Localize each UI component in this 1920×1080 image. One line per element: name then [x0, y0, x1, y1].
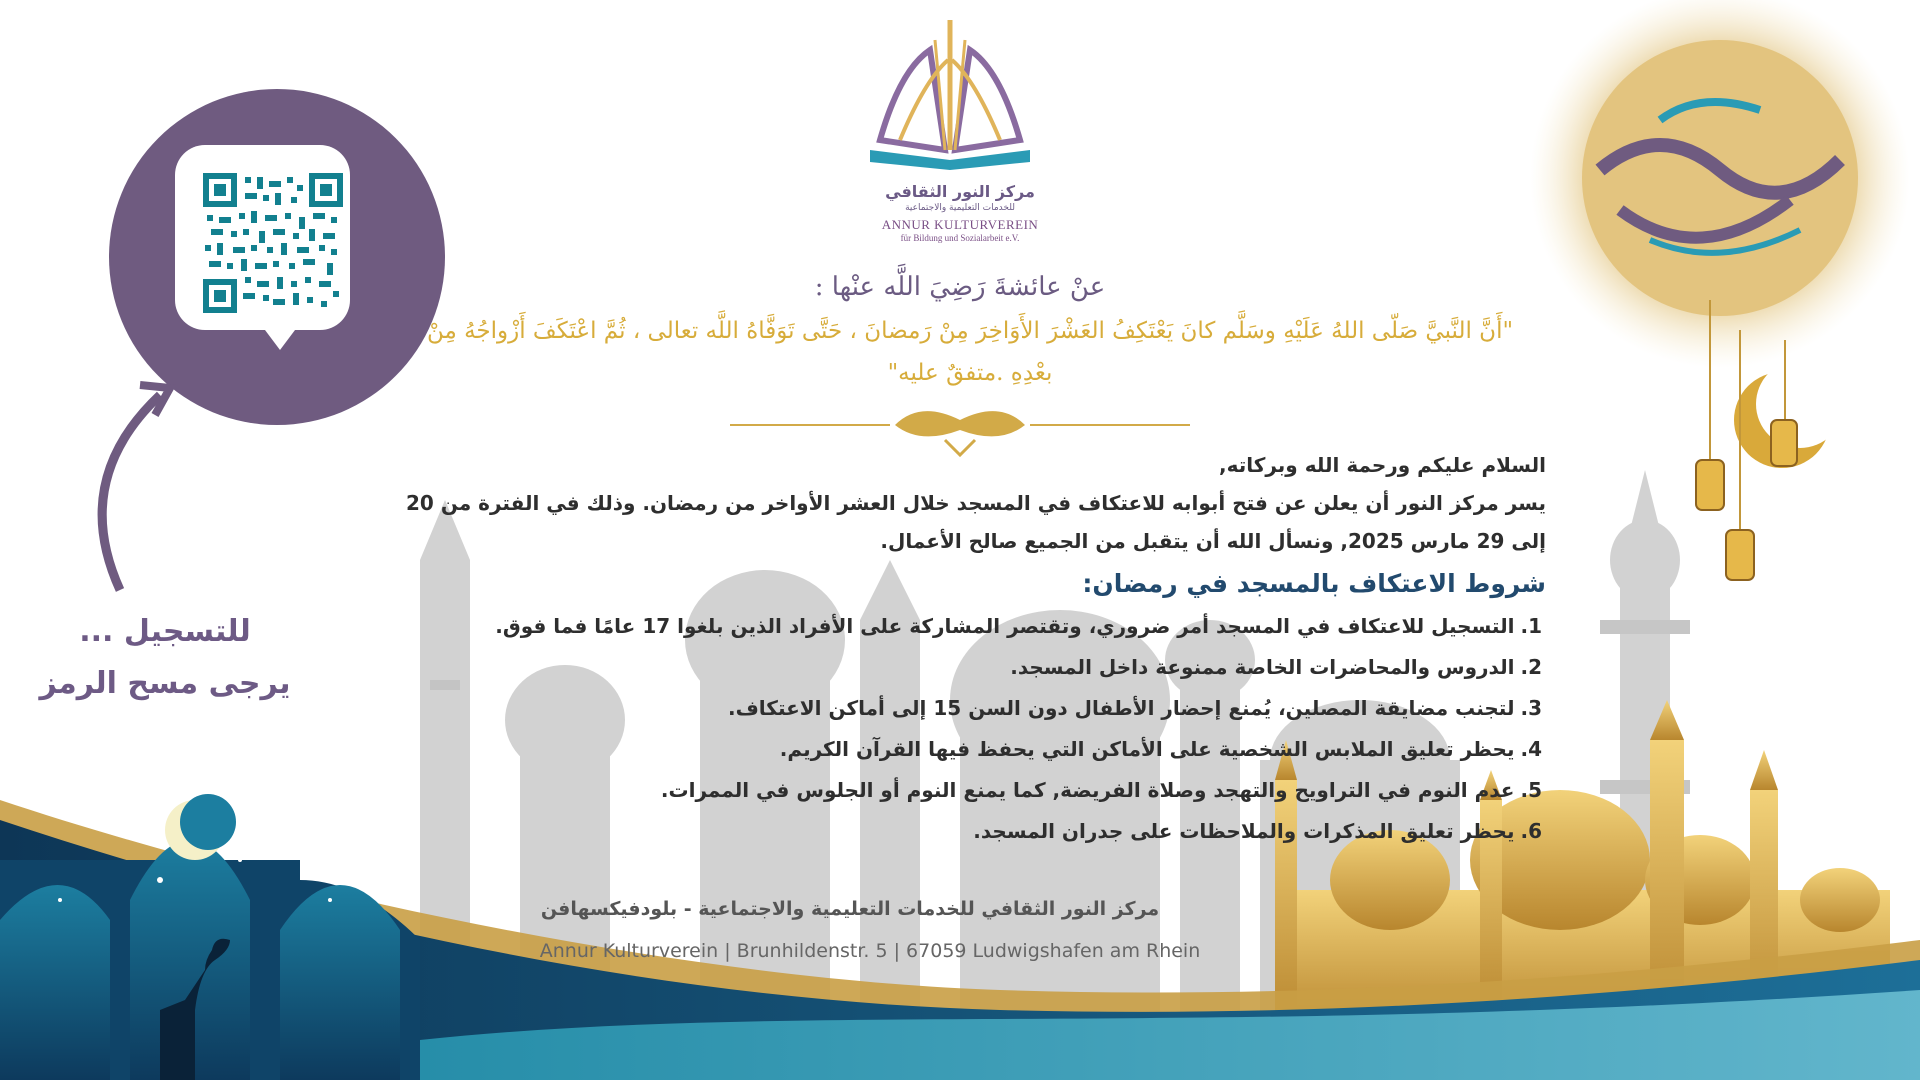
footer-arabic: مركز النور الثقافي للخدمات التعليمية والاجتماعية - بلودفيكسهافن	[540, 898, 1160, 920]
condition-text: التسجيل للاعتكاف في المسجد أمر ضروري، وتقتصر المشاركة على الأفراد الذين بلغوا 17 عامًا فما فوق.	[495, 614, 1515, 638]
condition-number: 1.	[1520, 614, 1542, 638]
condition-item	[400, 729, 1546, 770]
condition-text: يحظر تعليق الملابس الشخصية على الأماكن التي يحفظ فيها القرآن الكريم.	[779, 737, 1515, 761]
condition-text: الدروس والمحاضرات الخاصة ممنوعة داخل المسجد.	[1010, 655, 1515, 679]
condition-item	[400, 811, 1546, 852]
logo-book-icon	[870, 20, 1030, 170]
conditions-title: شروط الاعتكاف بالمسجد في رمضان:	[1082, 569, 1546, 598]
condition-text: عدم النوم في التراويح والتهجد وصلاة الفريضة, كما يمنع النوم أو الجلوس في الممرات.	[660, 778, 1515, 802]
org-logo	[860, 182, 1060, 243]
announcement-body	[400, 446, 1546, 852]
condition-number: 3.	[1520, 696, 1542, 720]
logo-german-sub: für Bildung und Sozialarbeit e.V.	[900, 233, 1020, 243]
logo-german-name: ANNUR KULTURVEREIN	[881, 217, 1039, 232]
condition-number: 4.	[1520, 737, 1542, 761]
registration-prompt	[20, 606, 310, 710]
condition-item	[400, 688, 1546, 729]
conditions-list	[400, 606, 1546, 852]
condition-number: 2.	[1520, 655, 1542, 679]
arrow-icon	[102, 385, 170, 590]
condition-item	[400, 606, 1546, 647]
greeting: السلام عليكم ورحمة الله وبركاته,	[1218, 453, 1546, 477]
qr-code[interactable]	[203, 173, 343, 313]
registration-line1: للتسجيل ...	[79, 614, 251, 649]
condition-number: 6.	[1520, 819, 1542, 843]
hadith-text: "أَنَّ النَّبيَّ صَلّى اللهُ عَلَيْهِ وسَلَّم كانَ يَعْتَكِفُ العَشْرَ الأَوَاخِرَ مِنْ رَمضانَ ، حَتَّى تَوَفَّاهُ اللَّه تعالى ، ثُمَّ اعْتَكَفَ أَزْواجُهُ مِنْ بعْدِهِ .متفقٌ عليه"	[426, 318, 1514, 386]
registration-line2: يرجى مسح الرمز	[39, 666, 291, 701]
hadith-intro: عنْ عائشةَ رَضِيَ اللَّه عنْها :	[814, 272, 1106, 302]
condition-item	[400, 770, 1546, 811]
condition-item	[400, 647, 1546, 688]
footer-address: Annur Kulturverein | Brunhildenstr. 5 | 67059 Ludwigshafen am Rhein	[539, 940, 1201, 962]
condition-number: 5.	[1520, 778, 1542, 802]
condition-text: لتجنب مضايقة المصلين، يُمنع إحضار الأطفال دون السن 15 إلى أماكن الاعتكاف.	[727, 696, 1515, 720]
logo-arabic-name: مركز النور الثقافي	[885, 182, 1035, 201]
condition-text: يحظر تعليق المذكرات والملاحظات على جدران المسجد.	[973, 819, 1515, 843]
logo-arabic-sub: للخدمات التعليمية والاجتماعية	[905, 203, 1015, 213]
announcement-text: يسر مركز النور أن يعلن عن فتح أبوابه للاعتكاف في المسجد خلال العشر الأواخر من رمضان. وذلك في الفترة من 20 إلى 29 مارس 2025, ونسأل الله أن يتقبل من الجميع صالح الأعمال.	[406, 491, 1546, 553]
